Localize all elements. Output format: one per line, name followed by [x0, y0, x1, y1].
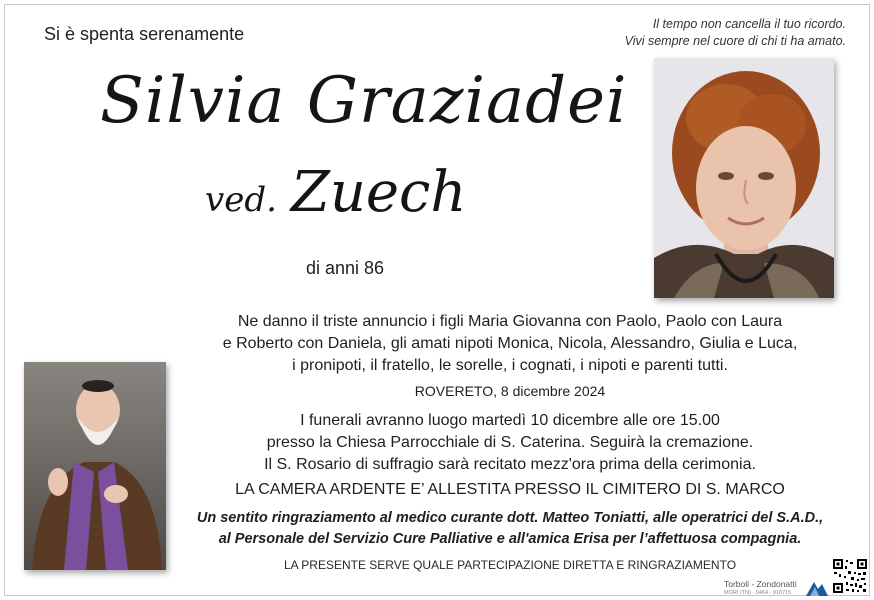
quote-line-2: Vivi sempre nel cuore di chi ti ha amato.	[624, 34, 846, 48]
deceased-name: Silvia Graziadei	[100, 64, 628, 138]
intro-text: Si è spenta serenamente	[44, 24, 245, 44]
ved-label: ved.	[205, 180, 277, 220]
family-announcement	[150, 311, 870, 377]
thanks-message	[150, 508, 870, 550]
deceased-portrait-photo	[654, 58, 834, 298]
funeral-line-1: I funerali avranno luogo martedì 10 dicembre alle ore 15.00	[300, 412, 720, 429]
announcement-line-2: e Roberto con Daniela, gli amati nipoti Monica, Nicola, Alessandro, Giulia e Luca,	[222, 335, 798, 352]
deceased-married-name	[205, 160, 466, 225]
thanks-line-2: al Personale del Servizio Cure Palliative e all'amica Erisa per l’affettuosa compagnia.	[218, 531, 802, 547]
funeral-home-brand	[724, 580, 797, 598]
announcement-line-1: Ne danno il triste annuncio i figli Maria Giovanna con Paolo, Paolo con Laura	[237, 313, 783, 330]
footer-notice: LA PRESENTE SERVE QUALE PARTECIPAZIONE DIRETTA E RINGRAZIAMENTO	[283, 558, 737, 572]
married-surname: Zuech	[290, 160, 467, 225]
brand-name: Torboli - Zondonatti	[724, 579, 797, 589]
funeral-details	[150, 410, 870, 476]
memorial-quote	[625, 16, 846, 50]
place-date: ROVERETO, 8 dicembre 2024	[414, 383, 606, 399]
brand-subtitle: MORI (TN) · 0464 - 918715	[724, 590, 792, 596]
thanks-line-1: Un sentito ringraziamento al medico curante dott. Matteo Toniatti, alle operatrici del S.A.D.,	[196, 510, 824, 526]
announcement-line-3: i pronipoti, il fratello, le sorelle, i cognati, i nipoti e parenti tutti.	[292, 357, 728, 374]
quote-line-1: Il tempo non cancella il tuo ricordo.	[652, 17, 846, 31]
funeral-home-logo-icon	[806, 582, 828, 596]
funeral-line-2: presso la Chiesa Parrocchiale di S. Caterina. Seguirà la cremazione.	[266, 434, 754, 451]
funeral-line-3: Il S. Rosario di suffragio sarà recitato mezz'ora prima della cerimonia.	[264, 456, 756, 473]
camera-ardente-notice: LA CAMERA ARDENTE E’ ALLESTITA PRESSO IL CIMITERO DI S. MARCO	[235, 481, 785, 498]
qr-code-icon[interactable]	[832, 558, 868, 594]
saint-holy-image	[24, 362, 166, 570]
deceased-age: di anni 86	[306, 258, 385, 278]
